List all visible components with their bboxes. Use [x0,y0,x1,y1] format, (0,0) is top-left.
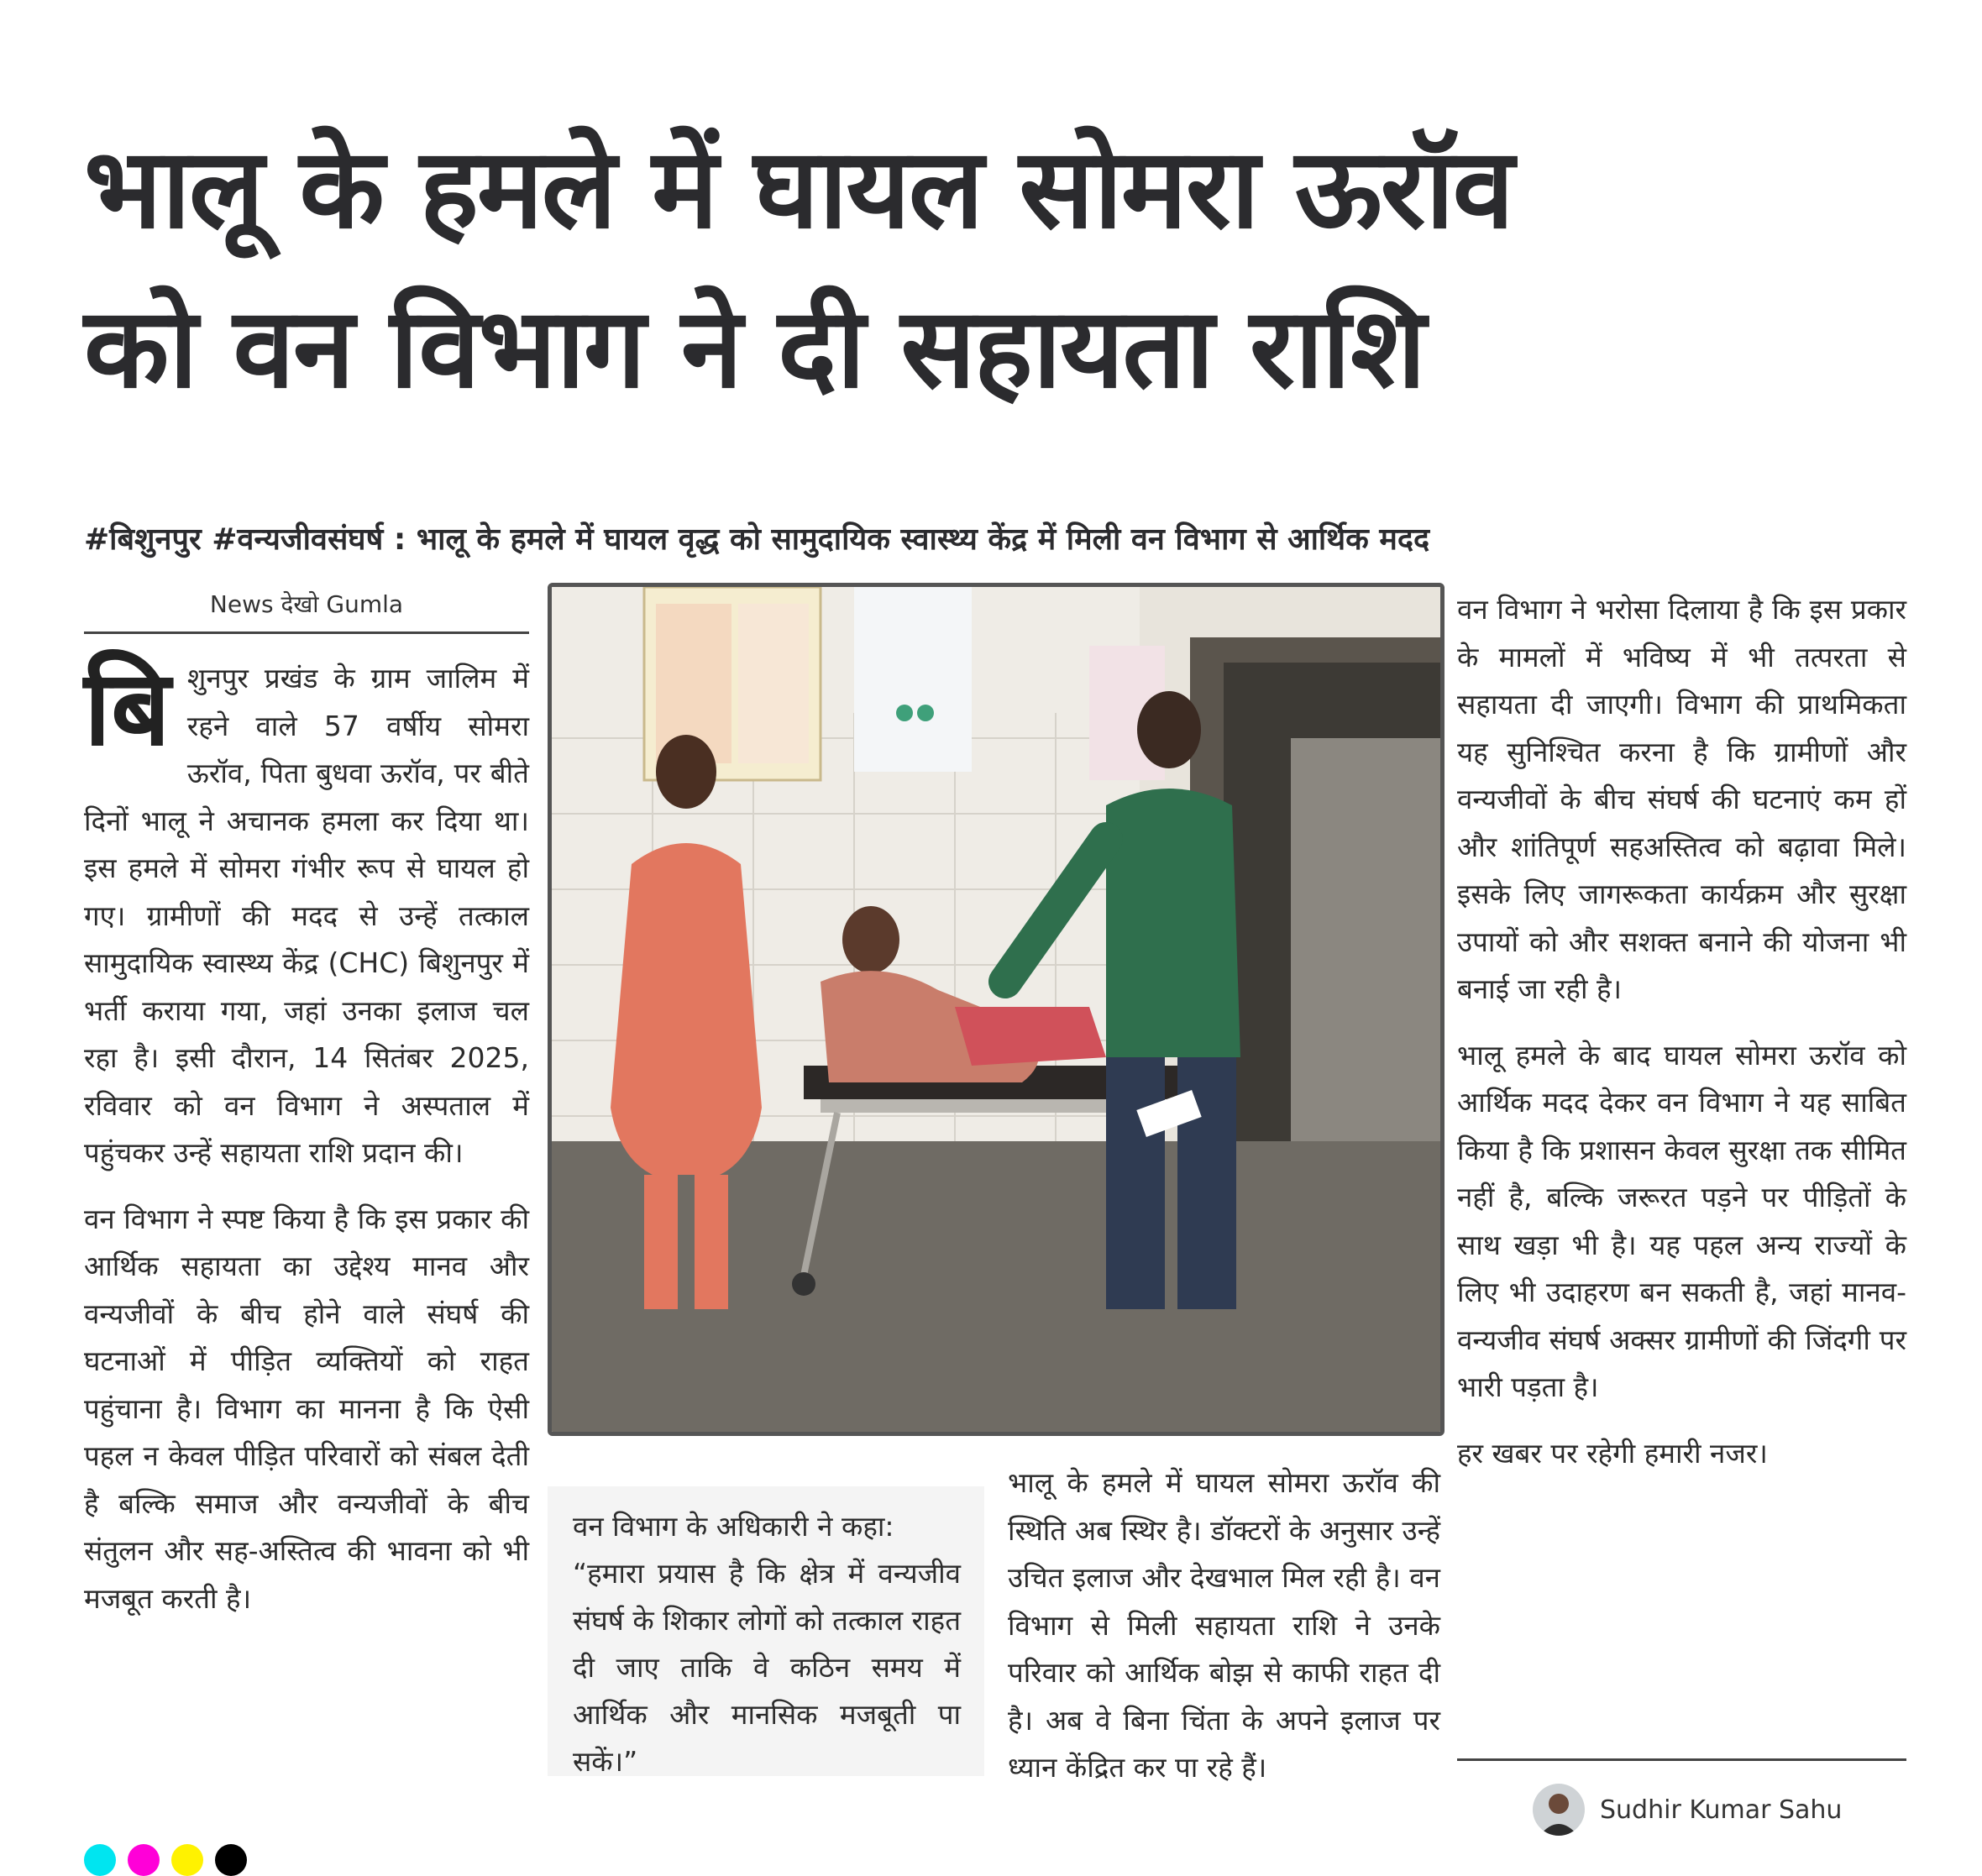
registration-dot-cyan [84,1844,116,1876]
divider-bottom [1457,1758,1906,1761]
headline-line-1: भालू के हमले में घायल सोमरा ऊरॉव [84,124,1513,254]
column-1-paragraph-1-text: शुनपुर प्रखंड के ग्राम जालिम में रहने वाले 57 वर्षीय सोमरा ऊरॉव, पिता बुधवा ऊरॉव, पर बीते दिनों भालू ने अचानक हमला कर दिया था। इस हमले में सोमरा गंभीर रूप से घायल हो गए। ग्रामीणों की मदद से उन्हें तत्काल सामुदायिक स्वास्थ्य केंद्र (CHC) बिशुनपुर में भर्ती कराया गया, जहां उनका इलाज चल रहा है। इसी दौरान, 14 सितंबर 2025, रविवार को वन विभाग ने अस्पताल में पहुंचकर उन्हें सहायता राशि प्रदान की। [84,662,529,1169]
registration-marks [84,1844,259,1876]
quote-content [573,1503,961,1785]
subheadline: #बिशुनपुर #वन्यजीवसंघर्ष : भालू के हमले में घायल वृद्ध को सामुदायिक स्वास्थ्य केंद्र में मिली वन विभाग से आर्थिक मदद [84,522,1430,557]
column-3 [1457,586,1906,1496]
column-3-paragraph-3: हर खबर पर रहेगी हमारी नजर। [1457,1436,1768,1470]
registration-dot-yellow [171,1844,203,1876]
news-photo [548,583,1445,1436]
author-name: Sudhir Kumar Sahu [1600,1795,1843,1825]
hospital-scene-illustration [552,587,1440,1432]
column-2 [1008,1459,1440,1810]
registration-dot-black [215,1844,247,1876]
author-avatar [1533,1784,1585,1836]
quote-box [548,1486,984,1776]
quote-lead: वन विभाग के अधिकारी ने कहा: [573,1510,894,1543]
quote-text: “हमारा प्रयास है कि क्षेत्र में वन्यजीव संघर्ष के शिकार लोगों को तत्काल राहत दी जाए ताकि वे कठिन समय में आर्थिक और मानसिक मजबूती पा सकें।” [573,1557,961,1778]
source-credit: News देखो Gumla [209,590,404,618]
column-1 [84,648,529,1641]
registration-dot-magenta [128,1844,160,1876]
headline [84,109,1915,428]
column-1-paragraph-2: वन विभाग ने स्पष्ट किया है कि इस प्रकार की आर्थिक सहायता का उद्देश्य मानव और वन्यजीवों के बीच होने वाले संघर्ष की घटनाओं में पीड़ित व्यक्तियों को राहत पहुंचाना है। विभाग का मानना है कि ऐसी पहल न केवल पीड़ित परिवारों को संबल देती है बल्कि समाज और वन्यजीवों के बीच संतुलन और सह-अस्तित्व की भावना को भी मजबूत करती है। [84,1202,529,1615]
headline-line-2: को वन विभाग ने दी सहायता राशि [84,284,1424,413]
divider-top [84,631,529,634]
person-icon [1533,1784,1585,1836]
author-byline [1533,1780,1842,1839]
column-3-paragraph-2: भालू हमले के बाद घायल सोमरा ऊरॉव को आर्थिक मदद देकर वन विभाग ने यह साबित किया है कि प्रशासन केवल सुरक्षा तक सीमित नहीं है, बल्कि जरूरत पड़ने पर पीड़ितों के साथ खड़ा भी है। यह पहल अन्य राज्यों के लिए भी उदाहरण बन सकती है, जहां मानव-वन्यजीव संघर्ष अक्सर ग्रामीणों की जिंदगी पर भारी पड़ता है। [1457,1038,1906,1403]
dropcap: बि [84,648,170,769]
column-3-paragraph-1: वन विभाग ने भरोसा दिलाया है कि इस प्रकार के मामलों में भविष्य में भी तत्परता से सहायता दी जाएगी। विभाग की प्राथमिकता यह सुनिश्चित करना है कि ग्रामीणों और वन्यजीवों के बीच संघर्ष की घटनाएं कम हों और शांतिपूर्ण सहअस्तित्व को बढ़ावा मिले। इसके लिए जागरूकता कार्यक्रम और सुरक्षा उपायों को और सशक्त बनाने की योजना भी बनाई जा रही है। [1457,593,1906,1005]
column-2-paragraph-1: भालू के हमले में घायल सोमरा ऊरॉव की स्थिति अब स्थिर है। डॉक्टरों के अनुसार उन्हें उचित इलाज और देखभाल मिल रही है। वन विभाग से मिली सहायता राशि ने उनके परिवार को आर्थिक बोझ से काफी राहत दी है। अब वे बिना चिंता के अपने इलाज पर ध्यान केंद्रित कर पा रहे हैं। [1008,1466,1440,1784]
column-1-paragraph-1 [84,648,529,1177]
